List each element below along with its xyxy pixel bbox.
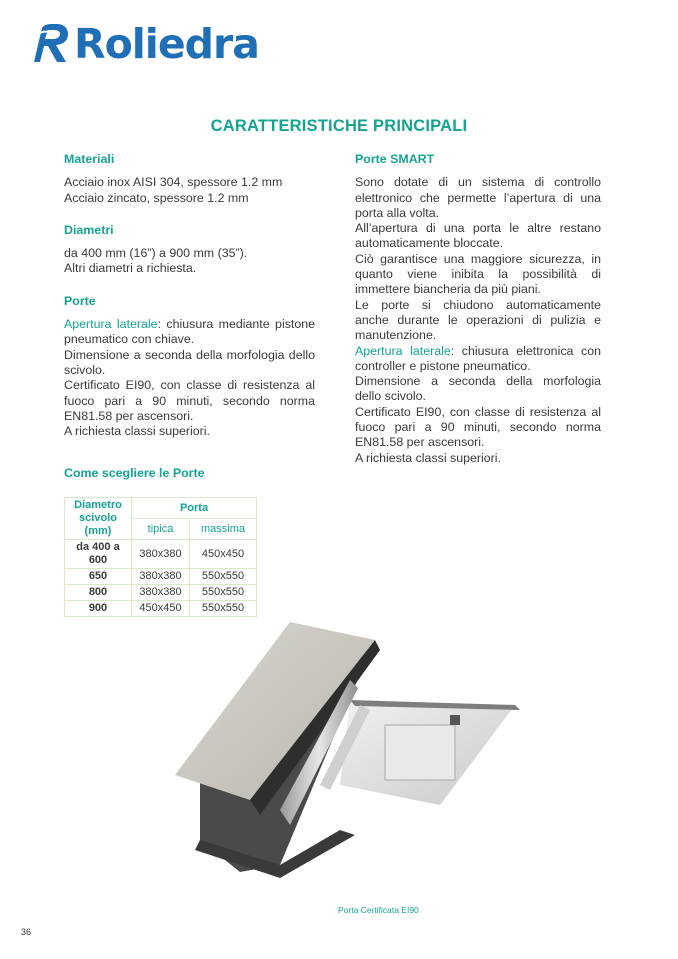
row-massima: 550x550	[190, 585, 257, 601]
smart-paragraph-1: Sono dotate di un sistema di controllo elettronico che permette l’apertura di una porta alla volta.	[355, 175, 601, 220]
porte-accent: Apertura laterale	[64, 317, 158, 332]
smart-paragraph-6: Dimensione a seconda della morfologia dello scivolo.	[355, 374, 601, 404]
table-row	[65, 569, 257, 585]
diametri-line-2: Altri diametri a richiesta.	[64, 261, 197, 276]
table-header-tipica: tipica	[132, 519, 190, 540]
row-diameter: 900	[65, 601, 132, 617]
row-tipica: 380x380	[132, 585, 190, 601]
brand-name: Roliedra	[74, 20, 259, 68]
smart-paragraph-8: A richiesta classi superiori.	[355, 450, 501, 465]
porte-paragraph-2: Dimensione a seconda della morfologia dello scivolo.	[64, 347, 315, 377]
row-massima: 550x550	[190, 601, 257, 617]
materiali-line-2: Acciaio zincato, spessore 1.2 mm	[64, 190, 249, 205]
porte-paragraph-4: A richiesta classi superiori.	[64, 424, 210, 439]
table-header-diameter: Diametro scivolo (mm)	[65, 498, 132, 540]
smart-paragraph-5	[355, 344, 601, 375]
choose-title: Come scegliere le Porte	[64, 466, 205, 480]
table-row	[65, 585, 257, 601]
page-title: CARATTERISTICHE PRINCIPALI	[210, 117, 468, 135]
row-massima: 450x450	[190, 540, 257, 569]
table-header-massima: massima	[190, 519, 257, 540]
diametri-line-1: da 400 mm (16”) a 900 mm (35”).	[64, 246, 248, 261]
materiali-title: Materiali	[64, 152, 115, 166]
photo-caption: Porta Certificata EI90	[338, 905, 419, 915]
smart-accent: Apertura laterale	[355, 343, 451, 358]
row-tipica: 380x380	[132, 540, 190, 569]
diametri-title: Diametri	[64, 222, 114, 237]
smart-paragraph-2: All’apertura di una porta le altre restano automaticamente bloccate.	[355, 221, 601, 251]
table-header-porta: Porta	[132, 498, 257, 519]
left-column	[64, 152, 315, 439]
smart-p5-text: : chiusura elettronica con controller e pistone pneumatico.	[355, 343, 601, 373]
row-diameter: da 400 a 600	[65, 540, 132, 569]
porte-paragraph-1	[64, 317, 315, 348]
roliedra-logo-icon	[30, 22, 72, 66]
smart-paragraph-4: Le porte si chiudono automaticamente anche durante le operazioni di pulizia e manutenzione.	[355, 297, 601, 343]
brand-logo	[30, 22, 259, 66]
materiali-line-1: Acciaio inox AISI 304, spessore 1.2 mm	[64, 175, 283, 190]
row-diameter: 800	[65, 585, 132, 601]
porte-title: Porte	[64, 293, 96, 308]
row-massima: 550x550	[190, 569, 257, 585]
fire-door-photo	[170, 610, 530, 900]
page-number: 36	[21, 927, 32, 937]
row-tipica: 450x450	[132, 601, 190, 617]
row-tipica: 380x380	[132, 569, 190, 585]
row-diameter: 650	[65, 569, 132, 585]
right-column	[355, 152, 601, 466]
smart-title: Porte SMART	[355, 152, 435, 166]
porte-p1-text: : chiusura mediante pistone pneumatico con chiave.	[64, 317, 316, 347]
smart-paragraph-7: Certificato EI90, con classe di resistenza al fuoco pari a 90 minuti, secondo norma EN81.58 per ascensori.	[355, 404, 601, 450]
table-row	[65, 540, 257, 569]
porte-paragraph-3: Certificato EI90, con classe di resistenza al fuoco pari a 90 minuti, secondo norma EN81.58 per ascensori.	[64, 378, 315, 423]
smart-paragraph-3: Ciò garantisce una maggiore sicurezza, in quanto viene inibita la possibilità di immettere biancheria da più piani.	[355, 251, 601, 297]
door-size-table	[64, 497, 257, 617]
